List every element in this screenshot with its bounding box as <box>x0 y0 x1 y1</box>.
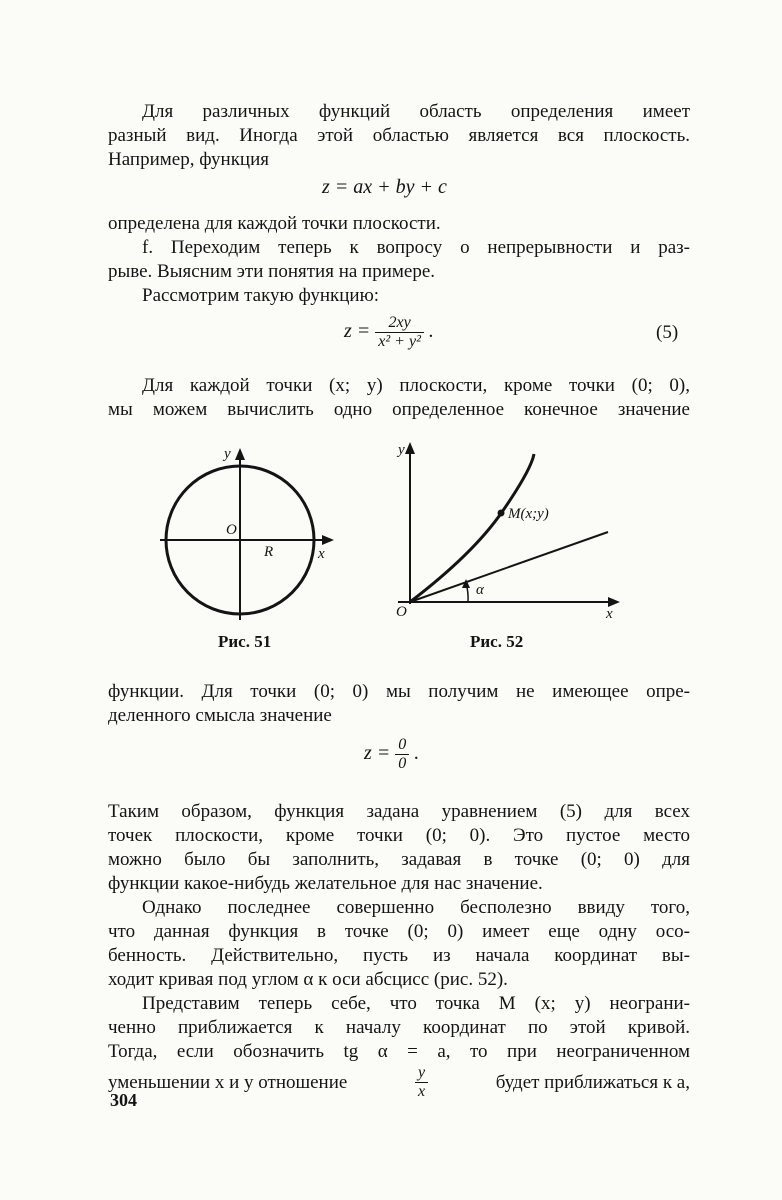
label-origin: O <box>226 522 237 538</box>
label-x: x <box>606 606 613 622</box>
text-line: разный вид. Иногда этой областью является вся плоскость. <box>108 125 690 146</box>
paragraph-undefined-value <box>108 680 690 728</box>
text-line: f. Переходим теперь к вопросу о непрерывности и раз- <box>142 237 690 258</box>
text-line: бенность. Действительно, пусть из начала координат вы- <box>108 945 690 966</box>
label-y: y <box>224 446 231 462</box>
text-line: Таким образом, функция задана уравнением (5) для всех <box>108 801 690 822</box>
paragraph-thus <box>108 800 690 896</box>
paragraph-however <box>108 896 690 992</box>
text-line: мы можем вычислить одно определенное конечное значение <box>108 399 690 420</box>
fraction-y-over-x <box>415 1064 428 1101</box>
text-line: функции какое-нибудь желательное для нас значение. <box>108 873 543 894</box>
text-segment: будет приближаться к a, <box>495 1071 690 1093</box>
fraction <box>375 314 424 351</box>
text-line: ченно приближается к началу координат по этой кривой. <box>108 1017 690 1038</box>
formula-tail: . <box>428 320 434 343</box>
label-angle: α <box>476 582 484 598</box>
formula-linear: z = ax + by + c <box>322 176 447 198</box>
label-x: x <box>318 546 325 562</box>
text-line: рыве. Выясним эти понятия на примере. <box>108 261 436 282</box>
paragraph-domain <box>108 100 690 172</box>
text-line: можно было бы заполнить, задавая в точке (0; 0) для <box>108 849 690 870</box>
y-axis-arrow <box>235 448 245 460</box>
fraction-numerator: y <box>415 1064 428 1083</box>
paragraph-imagine <box>108 992 690 1064</box>
caption-fig52: Рис. 52 <box>470 632 524 651</box>
paragraph-each-point <box>108 374 690 422</box>
fraction-denominator: x <box>418 1083 426 1100</box>
text-line: Однако последнее совершенно бесполезно ввиду того, <box>142 897 690 918</box>
fraction-denominator: x² + y² <box>378 333 421 350</box>
text-line: что данная функция в точке (0; 0) имеет еще одну осо- <box>108 921 690 942</box>
fraction-numerator: 2xy <box>375 314 424 333</box>
formula-zero-over-zero <box>364 736 419 773</box>
equation-number: (5) <box>656 322 679 343</box>
formula-5 <box>344 314 434 351</box>
paragraph-continuity <box>108 236 690 284</box>
text-line: Например, функция <box>108 149 270 170</box>
label-point-m: M(x;y) <box>508 506 549 522</box>
text-line: Тогда, если обозначить tg α = a, то при неограниченном <box>108 1041 690 1062</box>
text-line: определена для каждой точки плоскости. <box>108 213 441 234</box>
caption-fig51: Рис. 51 <box>218 632 272 651</box>
label-radius: R <box>264 544 274 560</box>
fraction-numerator: 0 <box>395 736 409 755</box>
y-axis-arrow <box>405 442 415 454</box>
label-origin: O <box>396 604 407 620</box>
x-axis-arrow <box>322 535 334 545</box>
fraction <box>395 736 409 773</box>
formula-lhs: z = <box>364 742 391 765</box>
paragraph-consider <box>108 284 690 308</box>
text-segment: уменьшении x и y отношение <box>108 1071 348 1093</box>
formula-lhs: z = <box>344 320 371 343</box>
text-line: функции. Для точки (0; 0) мы получим не имеющее опре- <box>108 681 690 702</box>
point-m <box>498 510 505 517</box>
text-line: Для различных функций область определения имеет <box>142 101 690 122</box>
text-line: Для каждой точки (x; y) плоскости, кроме точки (0; 0), <box>142 375 690 396</box>
text-line: деленного смысла значение <box>108 705 332 726</box>
text-line-ratio <box>108 1064 690 1101</box>
figure-51-circle <box>140 440 350 640</box>
fraction-denominator: 0 <box>398 755 407 772</box>
text-line: ходит кривая под углом α к оси абсцисс (рис. 52). <box>108 969 508 990</box>
page-number: 304 <box>110 1090 137 1110</box>
label-y: y <box>398 442 405 458</box>
figure-52-curve <box>388 436 628 626</box>
formula-tail: . <box>414 742 420 765</box>
text-line: Рассмотрим такую функцию: <box>142 285 380 306</box>
text-line: точек плоскости, кроме точки (0; 0). Это пустое место <box>108 825 690 846</box>
paragraph-defined <box>108 212 690 236</box>
tangent-line <box>410 532 608 602</box>
text-line: Представим теперь себе, что точка M (x; y) неограни- <box>142 993 690 1014</box>
